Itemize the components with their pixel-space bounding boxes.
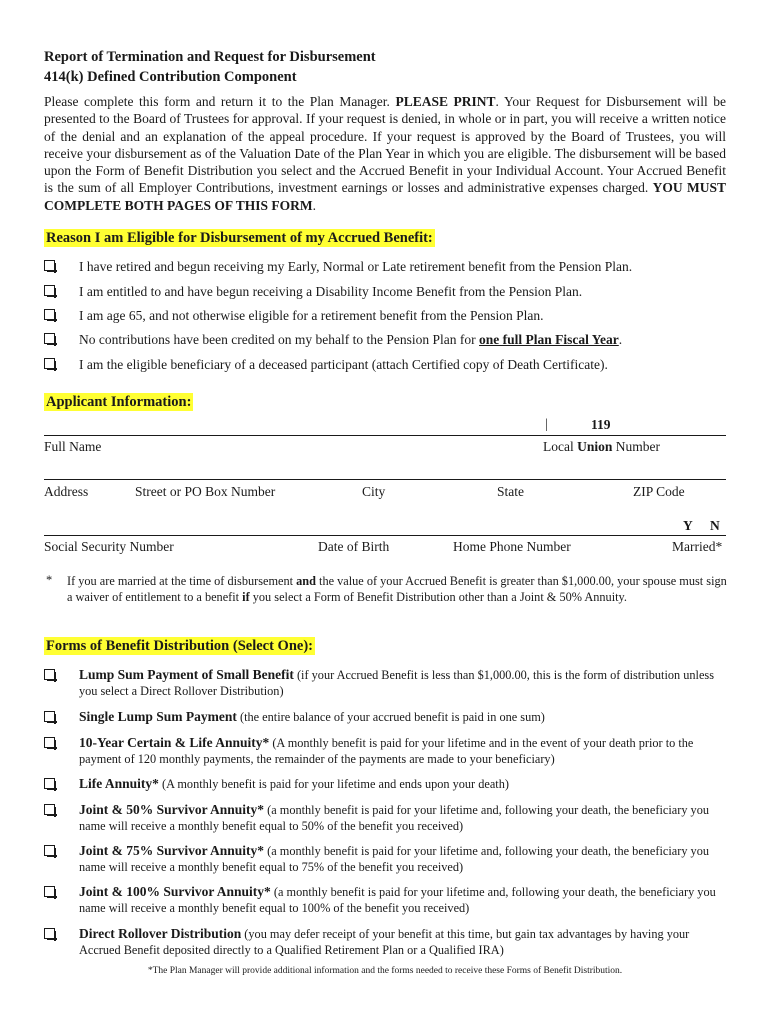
distribution-checkbox-life-annuity[interactable] — [44, 778, 55, 789]
instructions-paragraph — [44, 93, 726, 214]
single-lump-sum-title: Single Lump Sum Payment — [79, 709, 237, 724]
joint-50-desc: (a monthly benefit is paid for your lifetime and, following your death, the beneficiary you name will receive a monthly benefit equal to 50% of the benefit you received) — [79, 803, 709, 833]
local-separator: | — [545, 416, 548, 431]
life-annuity-title: Life Annuity* — [79, 776, 159, 791]
distribution-option-life-annuity — [79, 776, 729, 792]
distribution-option-small-lump-sum — [79, 667, 729, 699]
distribution-checkbox-joint-75[interactable] — [44, 845, 55, 856]
distribution-checkbox-joint-100[interactable] — [44, 886, 55, 897]
plan-fiscal-year-emphasis: one full Plan Fiscal Year — [479, 332, 619, 347]
eligibility-option-disability: I am entitled to and have begun receiving a Disability Income Benefit from the Pension Plan. — [79, 284, 583, 299]
intro-text-2: . Your Request for Disbursement will be presented to the Board of Trustees for approval. If your request is denied, in whole or in part, you will receive a written notice of the denial and an explanation of the appeal procedure. If your request is approved by the Board of Trustees, you will receive your disbursement as of the Valuation Date of the Plan Year in which you are eligible. The disbursement will be based upon the Form of Benefit Distribution you select and the Accrued Benefit in your Individual Account. Your Accrued Benefit is the sum of all Employer Contributions, investment earnings or losses and administrative expenses charged. — [44, 94, 726, 196]
direct-rollover-title: Direct Rollover Distribution — [79, 926, 242, 941]
distribution-option-single-lump-sum — [79, 709, 729, 725]
eligibility-option-retired: I have retired and begun receiving my Early, Normal or Late retirement benefit from the Pension Plan. — [79, 259, 633, 274]
married-label: Married* — [672, 539, 723, 554]
eligibility-option-age-65: I am age 65, and not otherwise eligible for a retirement benefit from the Pension Plan. — [79, 308, 544, 323]
joint-100-title: Joint & 100% Survivor Annuity* — [79, 884, 271, 899]
married-yes-option[interactable]: Y — [683, 518, 693, 533]
applicant-heading-text: Applicant Information: — [46, 394, 192, 410]
zip-code-label: ZIP Code — [633, 484, 685, 499]
footnote-asterisk: * — [46, 573, 53, 587]
local-union-label — [543, 439, 660, 455]
intro-complete-both-pages: YOU MUST COMPLETE BOTH PAGES OF THIS FORM — [44, 180, 726, 213]
10-year-certain-desc: (A monthly benefit is paid for your lifetime and in the event of your death prior to the payment of 120 monthly payments, the remainder of the payments are made to your beneficiary) — [79, 736, 694, 766]
footnote-text-1: If you are married at the time of disbursement — [67, 574, 297, 588]
local-label-pre: Local — [543, 439, 578, 454]
distribution-heading-text: Forms of Benefit Distribution (Select One): — [46, 638, 313, 654]
small-lump-sum-desc: (if your Accrued Benefit is less than $1,000.00, this is the form of distribution unless you select a Direct Rollover Distribution) — [79, 668, 714, 698]
eligibility-checkbox-age-65[interactable] — [44, 309, 55, 320]
distribution-heading — [44, 637, 315, 655]
married-footnote — [67, 573, 727, 605]
joint-50-title: Joint & 50% Survivor Annuity* — [79, 802, 265, 817]
married-no-option[interactable]: N — [710, 518, 720, 533]
distribution-checkbox-10-year-certain[interactable] — [44, 737, 55, 748]
eligibility-option-beneficiary: I am the eligible beneficiary of a deceased participant (attach Certified copy of Death Certificate). — [79, 357, 608, 372]
dob-label: Date of Birth — [318, 539, 390, 554]
eligibility-checkbox-disability[interactable] — [44, 285, 55, 296]
footnote-text-3: you select a Form of Benefit Distribution other than a Joint & 50% Annuity. — [249, 590, 627, 604]
distribution-option-joint-100 — [79, 884, 729, 916]
full-name-field[interactable] — [44, 435, 726, 436]
local-label-number: Number — [612, 439, 661, 454]
distribution-option-joint-75 — [79, 843, 729, 875]
address-label: Address — [44, 484, 89, 499]
eligibility-option-no-contributions — [79, 331, 622, 348]
local-label-union: Union — [577, 439, 613, 454]
eligibility-checkbox-no-contributions[interactable] — [44, 333, 55, 344]
intro-please-print: PLEASE PRINT — [395, 94, 496, 109]
distribution-checkbox-direct-rollover[interactable] — [44, 928, 55, 939]
eligibility-heading — [44, 229, 435, 247]
distribution-option-10-year-certain — [79, 735, 729, 767]
street-label: Street or PO Box Number — [135, 484, 276, 499]
distribution-option-direct-rollover — [79, 926, 729, 958]
form-title: Report of Termination and Request for Disbursement — [44, 49, 376, 65]
address-field[interactable] — [44, 479, 726, 480]
footnote-and: and — [296, 574, 316, 588]
local-union-value: 119 — [591, 417, 611, 432]
footnote-if: if — [242, 590, 250, 604]
life-annuity-desc: (A monthly benefit is paid for your lifetime and ends upon your death) — [158, 777, 509, 791]
distribution-checkbox-small-lump-sum[interactable] — [44, 669, 55, 680]
small-lump-sum-title: Lump Sum Payment of Small Benefit — [79, 667, 294, 682]
distribution-checkbox-joint-50[interactable] — [44, 804, 55, 815]
ssn-dob-phone-field[interactable] — [44, 535, 726, 536]
distribution-option-joint-50 — [79, 802, 729, 834]
intro-text-1: Please complete this form and return it to the Plan Manager. — [44, 94, 396, 109]
phone-label: Home Phone Number — [453, 539, 571, 554]
eligibility-checkbox-retired[interactable] — [44, 260, 55, 271]
distribution-checkbox-single-lump-sum[interactable] — [44, 711, 55, 722]
single-lump-sum-desc: (the entire balance of your accrued benefit is paid in one sum) — [236, 710, 545, 724]
joint-100-desc: (a monthly benefit is paid for your lifetime and, following your death, the beneficiary you name will receive a monthly benefit equal to 100% of the benefit you received) — [79, 885, 716, 915]
footnote-text-2: the value of your Accrued Benefit is greater than $1,000.00, your spouse must sign a waiver of entitlement to a benefit — [67, 574, 727, 604]
plan-manager-note: *The Plan Manager will provide additional information and the forms needed to receive these Forms of Benefit Distribution. — [147, 966, 623, 976]
eligibility-heading-text: Reason I am Eligible for Disbursement of my Accrued Benefit: — [46, 230, 433, 246]
eligibility-checkbox-beneficiary[interactable] — [44, 358, 55, 369]
state-label: State — [497, 484, 524, 499]
joint-75-desc: (a monthly benefit is paid for your lifetime and, following your death, the beneficiary you name will receive a monthly benefit equal to 75% of the benefit you received) — [79, 844, 709, 874]
joint-75-title: Joint & 75% Survivor Annuity* — [79, 843, 265, 858]
applicant-heading — [44, 393, 193, 411]
direct-rollover-desc: (you may defer receipt of your benefit at this time, but gain tax advantages by having your Accrued Benefit deposited directly to a Qualified Retirement Plan or a Qualified IRA) — [79, 927, 690, 957]
ssn-label: Social Security Number — [44, 539, 174, 554]
intro-text-3: . — [312, 197, 317, 213]
no-contributions-text: No contributions have been credited on my behalf to the Pension Plan for — [79, 332, 480, 347]
no-contributions-period: . — [618, 332, 623, 347]
city-label: City — [362, 484, 386, 499]
form-subtitle: 414(k) Defined Contribution Component — [44, 69, 297, 85]
10-year-certain-title: 10-Year Certain & Life Annuity* — [79, 735, 270, 750]
full-name-label: Full Name — [44, 439, 102, 454]
